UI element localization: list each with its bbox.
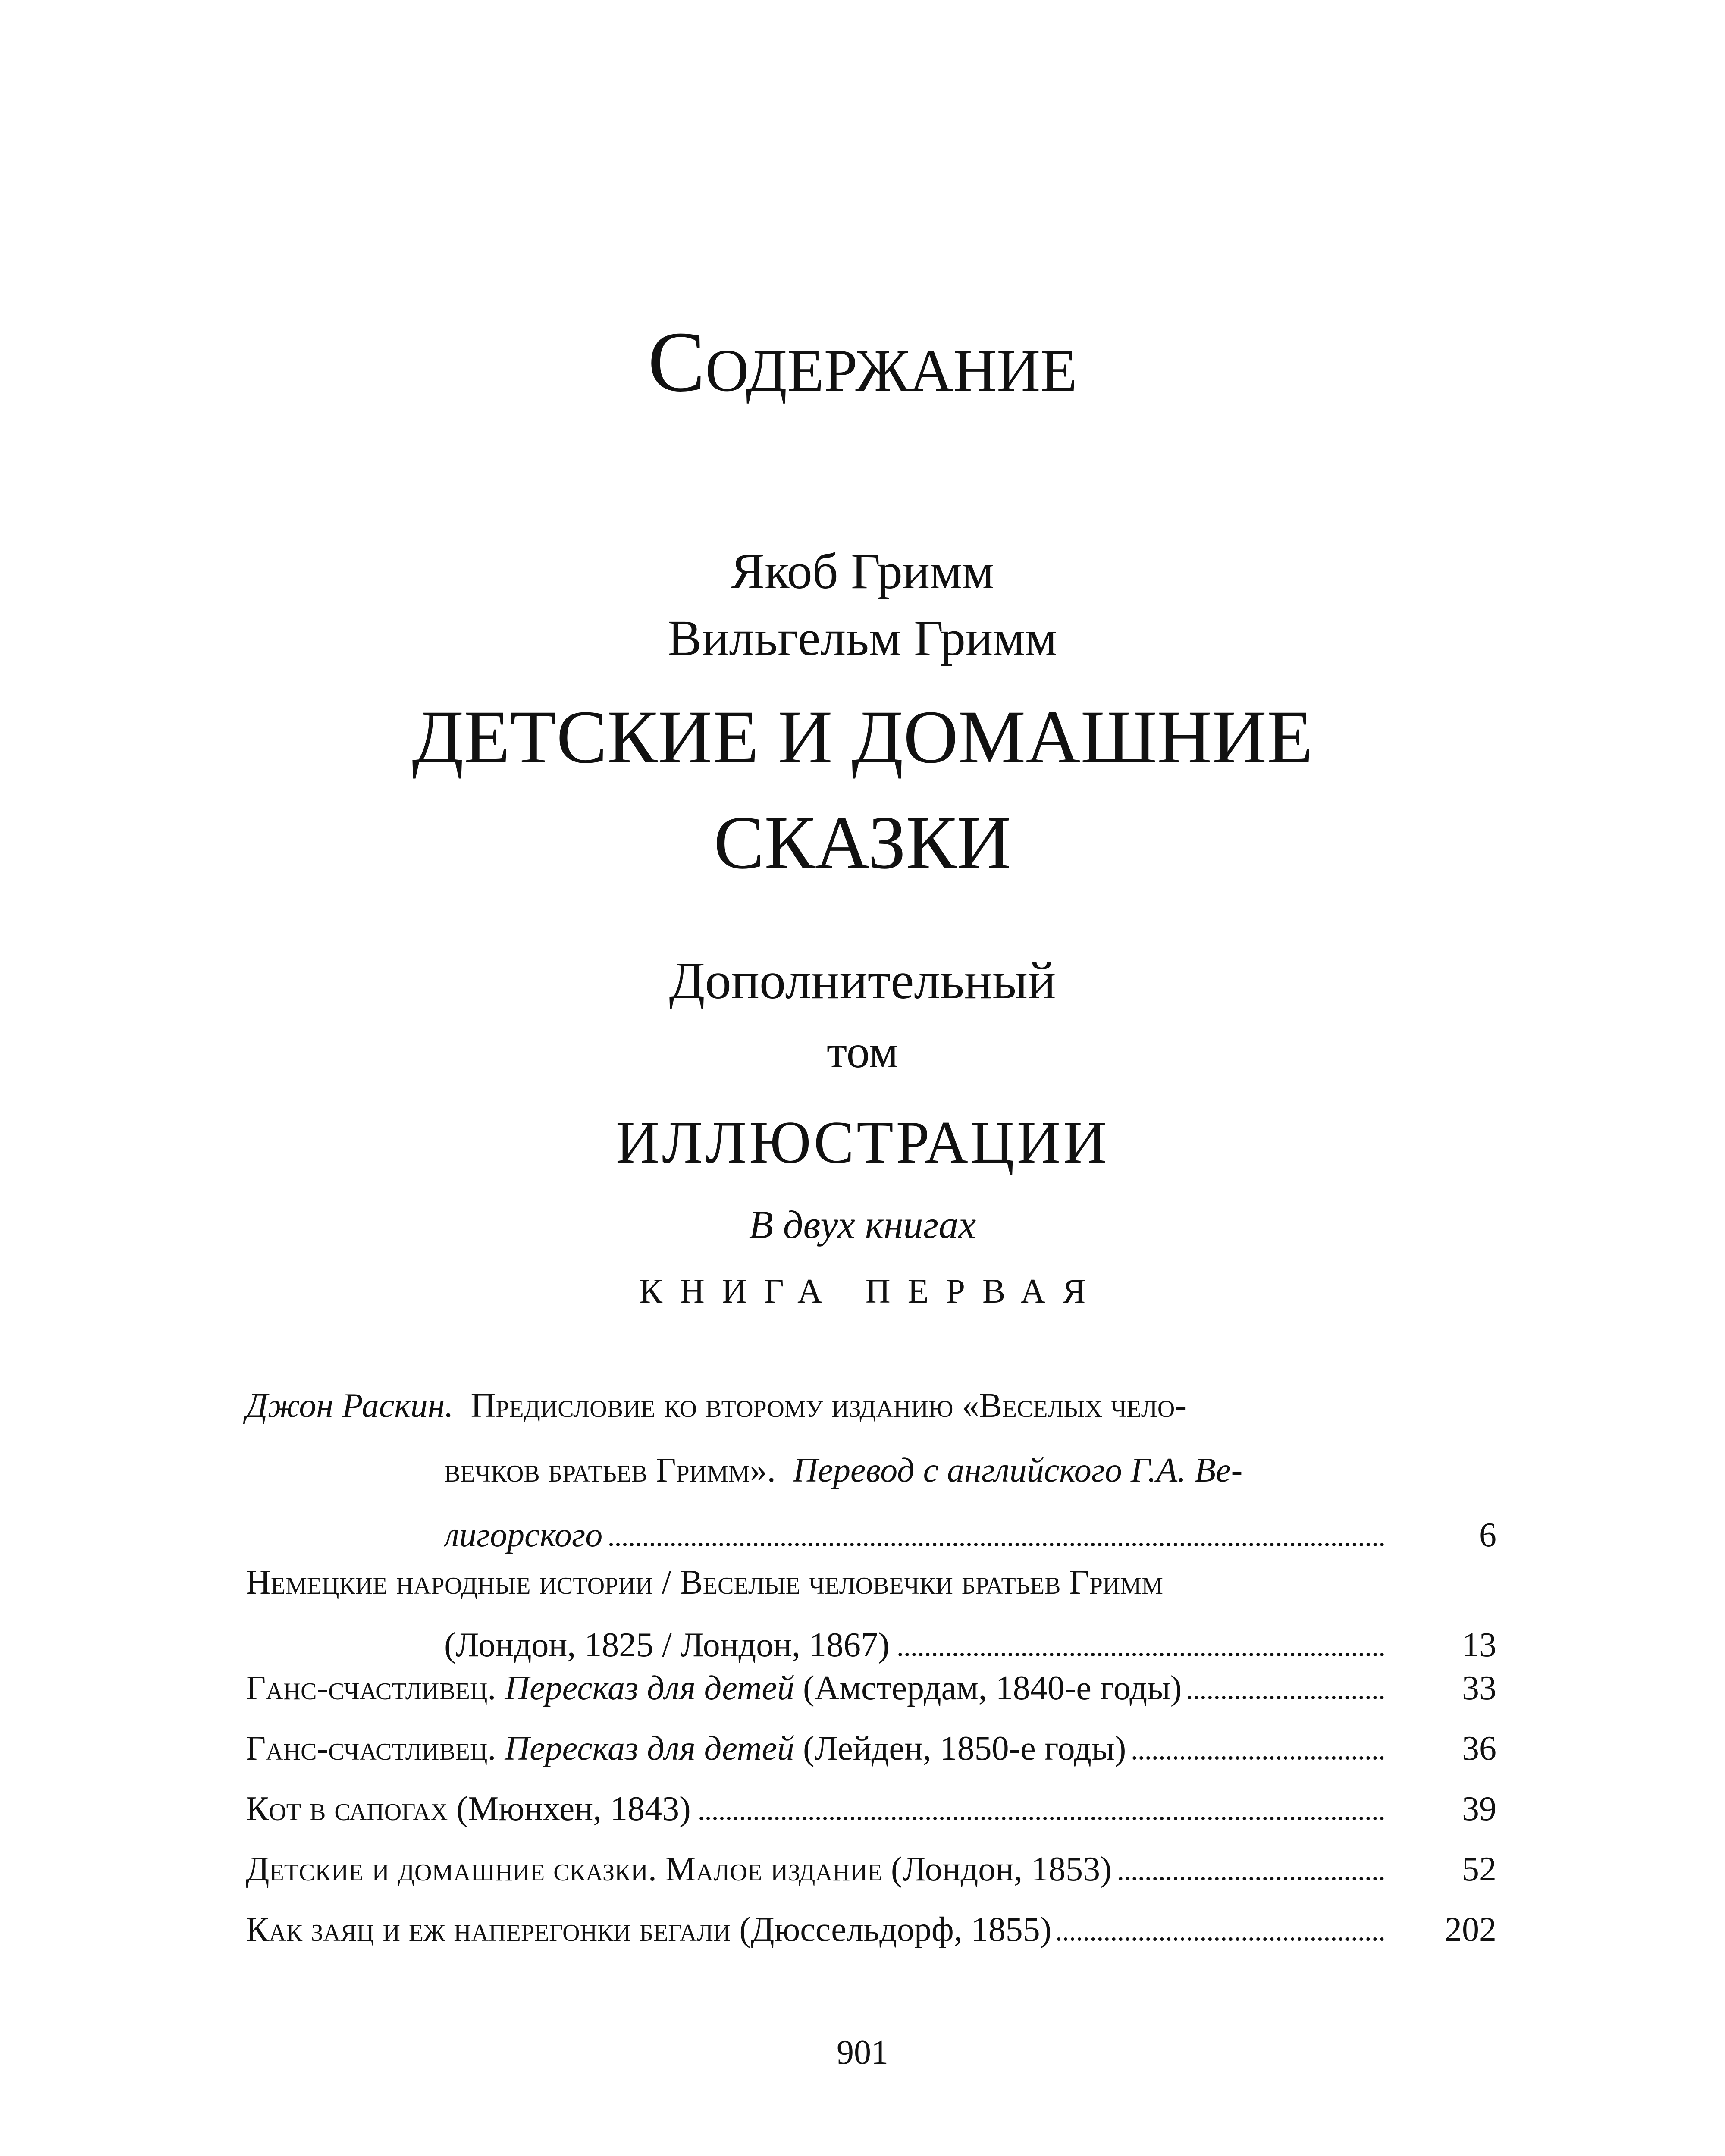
toc-page-number: 39 — [1462, 1790, 1496, 1828]
toc-entry-line — [246, 1848, 1496, 1891]
toc-entry-line — [246, 1727, 1496, 1770]
toc-entry-note: Перевод с английского Г.А. Ве- — [793, 1451, 1243, 1489]
toc-entry-line — [246, 1623, 1496, 1667]
toc-page-number: 6 — [1479, 1516, 1496, 1554]
toc-entry-text: (Лондон, 1853) — [891, 1850, 1112, 1888]
toc-entry — [246, 1561, 1496, 1667]
toc-entry — [246, 1667, 1496, 1710]
author-name: Вильгельм Гримм — [668, 610, 1057, 666]
toc-entry-author: Джон Раскин. — [246, 1387, 454, 1425]
toc-entry — [246, 1787, 1496, 1830]
dot-leader-row — [246, 1727, 1384, 1770]
toc-entry-title: Ганс-счастливец. — [246, 1669, 496, 1707]
toc-page-number: 52 — [1462, 1850, 1496, 1888]
toc-entry-line — [246, 1908, 1496, 1951]
toc-entry-text: (Лондон, 1825 / Лондон, 1867) — [444, 1626, 895, 1664]
dot-leader-row — [246, 1908, 1384, 1951]
author-name: Якоб Гримм — [731, 543, 994, 599]
toc-entry-line — [246, 1514, 1496, 1557]
toc-entry-line — [246, 1449, 1496, 1492]
toc-entry-text: (Мюнхен, 1843) — [456, 1790, 691, 1828]
dot-leader-row — [246, 1848, 1384, 1891]
book-number: КНИГА ПЕРВАЯ — [639, 1272, 1103, 1310]
toc-page-number: 202 — [1445, 1911, 1496, 1949]
toc-page-number: 13 — [1462, 1626, 1496, 1664]
toc-entry-text: (Дюссельдорф, 1855) — [739, 1911, 1052, 1949]
toc-entry-title: Немецкие народные истории / Веселые человечки братьев Гримм — [246, 1564, 1163, 1601]
dot-leader-row — [444, 1623, 1384, 1667]
dot-leader-row — [246, 1667, 1384, 1710]
page-number: 901 — [837, 2034, 888, 2071]
toc-page-number: 36 — [1462, 1730, 1496, 1767]
volume-label: Дополнительный — [669, 952, 1056, 1010]
section-title: Содержание — [648, 314, 1077, 410]
dot-leader-row — [246, 1787, 1384, 1830]
toc-entry-title: Ганс-счастливец. — [246, 1730, 496, 1767]
volume-label: том — [826, 1026, 899, 1078]
toc-entry-title: Детские и домашние сказки. Малое издание — [246, 1850, 882, 1888]
toc-entry-title: Предисловие ко второму изданию «Веселых чело- — [470, 1387, 1186, 1425]
toc-entry-title: Как заяц и еж наперегонки бегали — [246, 1911, 731, 1949]
toc-entry-line — [246, 1561, 1496, 1604]
toc-entry-note: Пересказ для детей — [505, 1669, 794, 1707]
toc-entry — [246, 1727, 1496, 1770]
toc-entry-text: (Лейден, 1850-е годы) — [803, 1730, 1126, 1767]
toc-entry-line — [246, 1384, 1496, 1427]
dot-leader-row — [444, 1514, 1384, 1557]
toc-entry-line — [246, 1787, 1496, 1830]
toc-entry-text: (Амстердам, 1840-е годы) — [803, 1669, 1182, 1707]
toc-entry — [246, 1848, 1496, 1891]
toc-entry-note: Пересказ для детей — [505, 1730, 794, 1767]
book-title: СКАЗКИ — [713, 801, 1012, 885]
toc-entry-line — [246, 1667, 1496, 1710]
toc-entry-title: вечков братьев Гримм». — [444, 1451, 776, 1489]
volume-subtitle: ИЛЛЮСТРАЦИИ — [615, 1109, 1110, 1176]
toc-page-number: 33 — [1462, 1669, 1496, 1707]
toc-entry — [246, 1384, 1496, 1557]
toc-entry-title: Кот в сапогах — [246, 1790, 448, 1828]
book-title: ДЕТСКИЕ И ДОМАШНИЕ — [412, 695, 1313, 779]
toc-entry — [246, 1908, 1496, 1951]
volume-books-note: В двух книгах — [749, 1203, 976, 1247]
toc-entry-note: лигорского — [444, 1516, 608, 1554]
